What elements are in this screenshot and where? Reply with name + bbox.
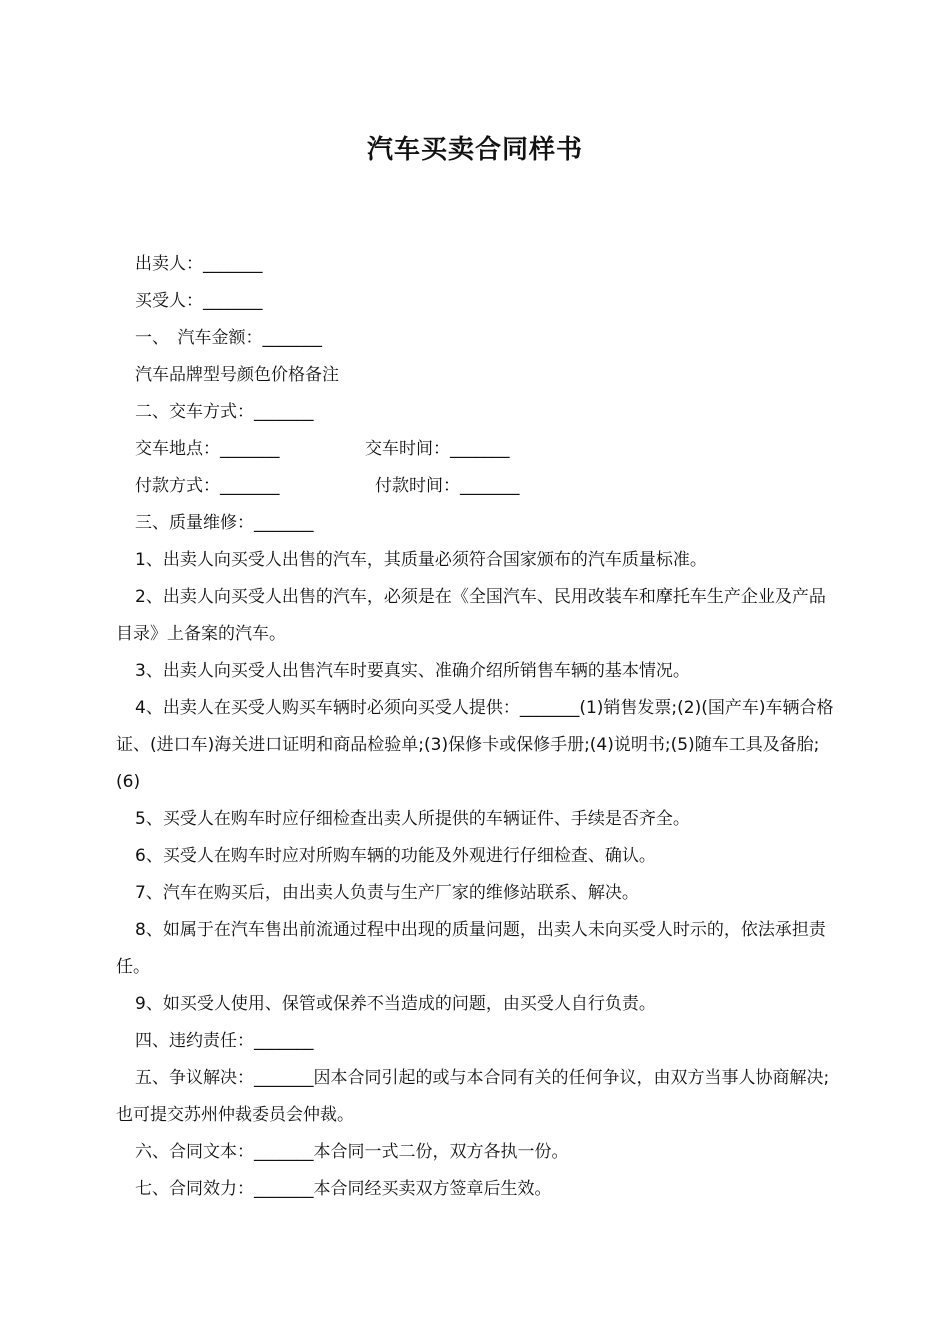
payment-method: 付款方式：_______ xyxy=(135,476,280,496)
delivery-place: 交车地点：_______ xyxy=(135,439,280,459)
seller-line: 出卖人：_______ xyxy=(135,254,263,274)
section-7-contract-effect: 七、合同效力：_______本合同经买卖双方签章后生效。 xyxy=(135,1179,552,1199)
clause-item-5: 5、买受人在购车时应仔细检查出卖人所提供的车辆证件、手续是否齐全。 xyxy=(135,809,690,829)
buyer-line: 买受人：_______ xyxy=(135,291,263,311)
section-1-amount: 一、 汽车金额：_______ xyxy=(135,328,322,348)
payment-row xyxy=(116,468,838,505)
section-2-delivery: 二、交车方式：_______ xyxy=(135,402,314,422)
clause-item-1: 1、出卖人向买受人出售的汽车，其质量必须符合国家颁布的汽车质量标准。 xyxy=(135,550,707,570)
clause-item-6: 6、买受人在购车时应对所购车辆的功能及外观进行仔细检查、确认。 xyxy=(135,846,656,866)
clause-item-9: 9、如买受人使用、保管或保养不当造成的问题，由买受人自行负责。 xyxy=(135,994,656,1014)
clause-item-8: 8、如属于在汽车售出前流通过程中出现的质量问题，出卖人未向买受人时示的，依法承担责任。 xyxy=(116,920,826,977)
clause-item-3: 3、出卖人向买受人出售汽车时要真实、准确介绍所销售车辆的基本情况。 xyxy=(135,661,690,681)
section-4-liability: 四、违约责任：_______ xyxy=(135,1031,314,1051)
section-5-dispute: 五、争议解决：_______因本合同引起的或与本合同有关的任何争议，由双方当事人协商解决;也可提交苏州仲裁委员会仲裁。 xyxy=(116,1068,830,1125)
delivery-row xyxy=(116,431,838,468)
section-3-quality: 三、质量维修：_______ xyxy=(135,513,314,533)
clause-item-2: 2、出卖人向买受人出售的汽车，必须是在《全国汽车、民用改装车和摩托车生产企业及产品目录》上备案的汽车。 xyxy=(116,587,826,644)
delivery-time: 交车时间：_______ xyxy=(365,439,510,459)
clause-item-4: 4、出卖人在买受人购买车辆时必须向买受人提供：_______(1)销售发票;(2)(国产车)车辆合格证、(进口车)海关进口证明和商品检验单;(3)保修卡或保修手册;(4)说明书;(5)随车工具及备胎; (6) xyxy=(116,698,834,792)
document-body xyxy=(116,246,838,1208)
clause-item-7: 7、汽车在购买后，由出卖人负责与生产厂家的维修站联系、解决。 xyxy=(135,883,639,903)
section-6-contract-text: 六、合同文本：_______本合同一式二份，双方各执一份。 xyxy=(135,1142,569,1162)
document-title: 汽车买卖合同样书 xyxy=(366,135,583,165)
payment-time: 付款时间：_______ xyxy=(375,476,520,496)
car-table-header: 汽车品牌型号颜色价格备注 xyxy=(135,365,339,385)
